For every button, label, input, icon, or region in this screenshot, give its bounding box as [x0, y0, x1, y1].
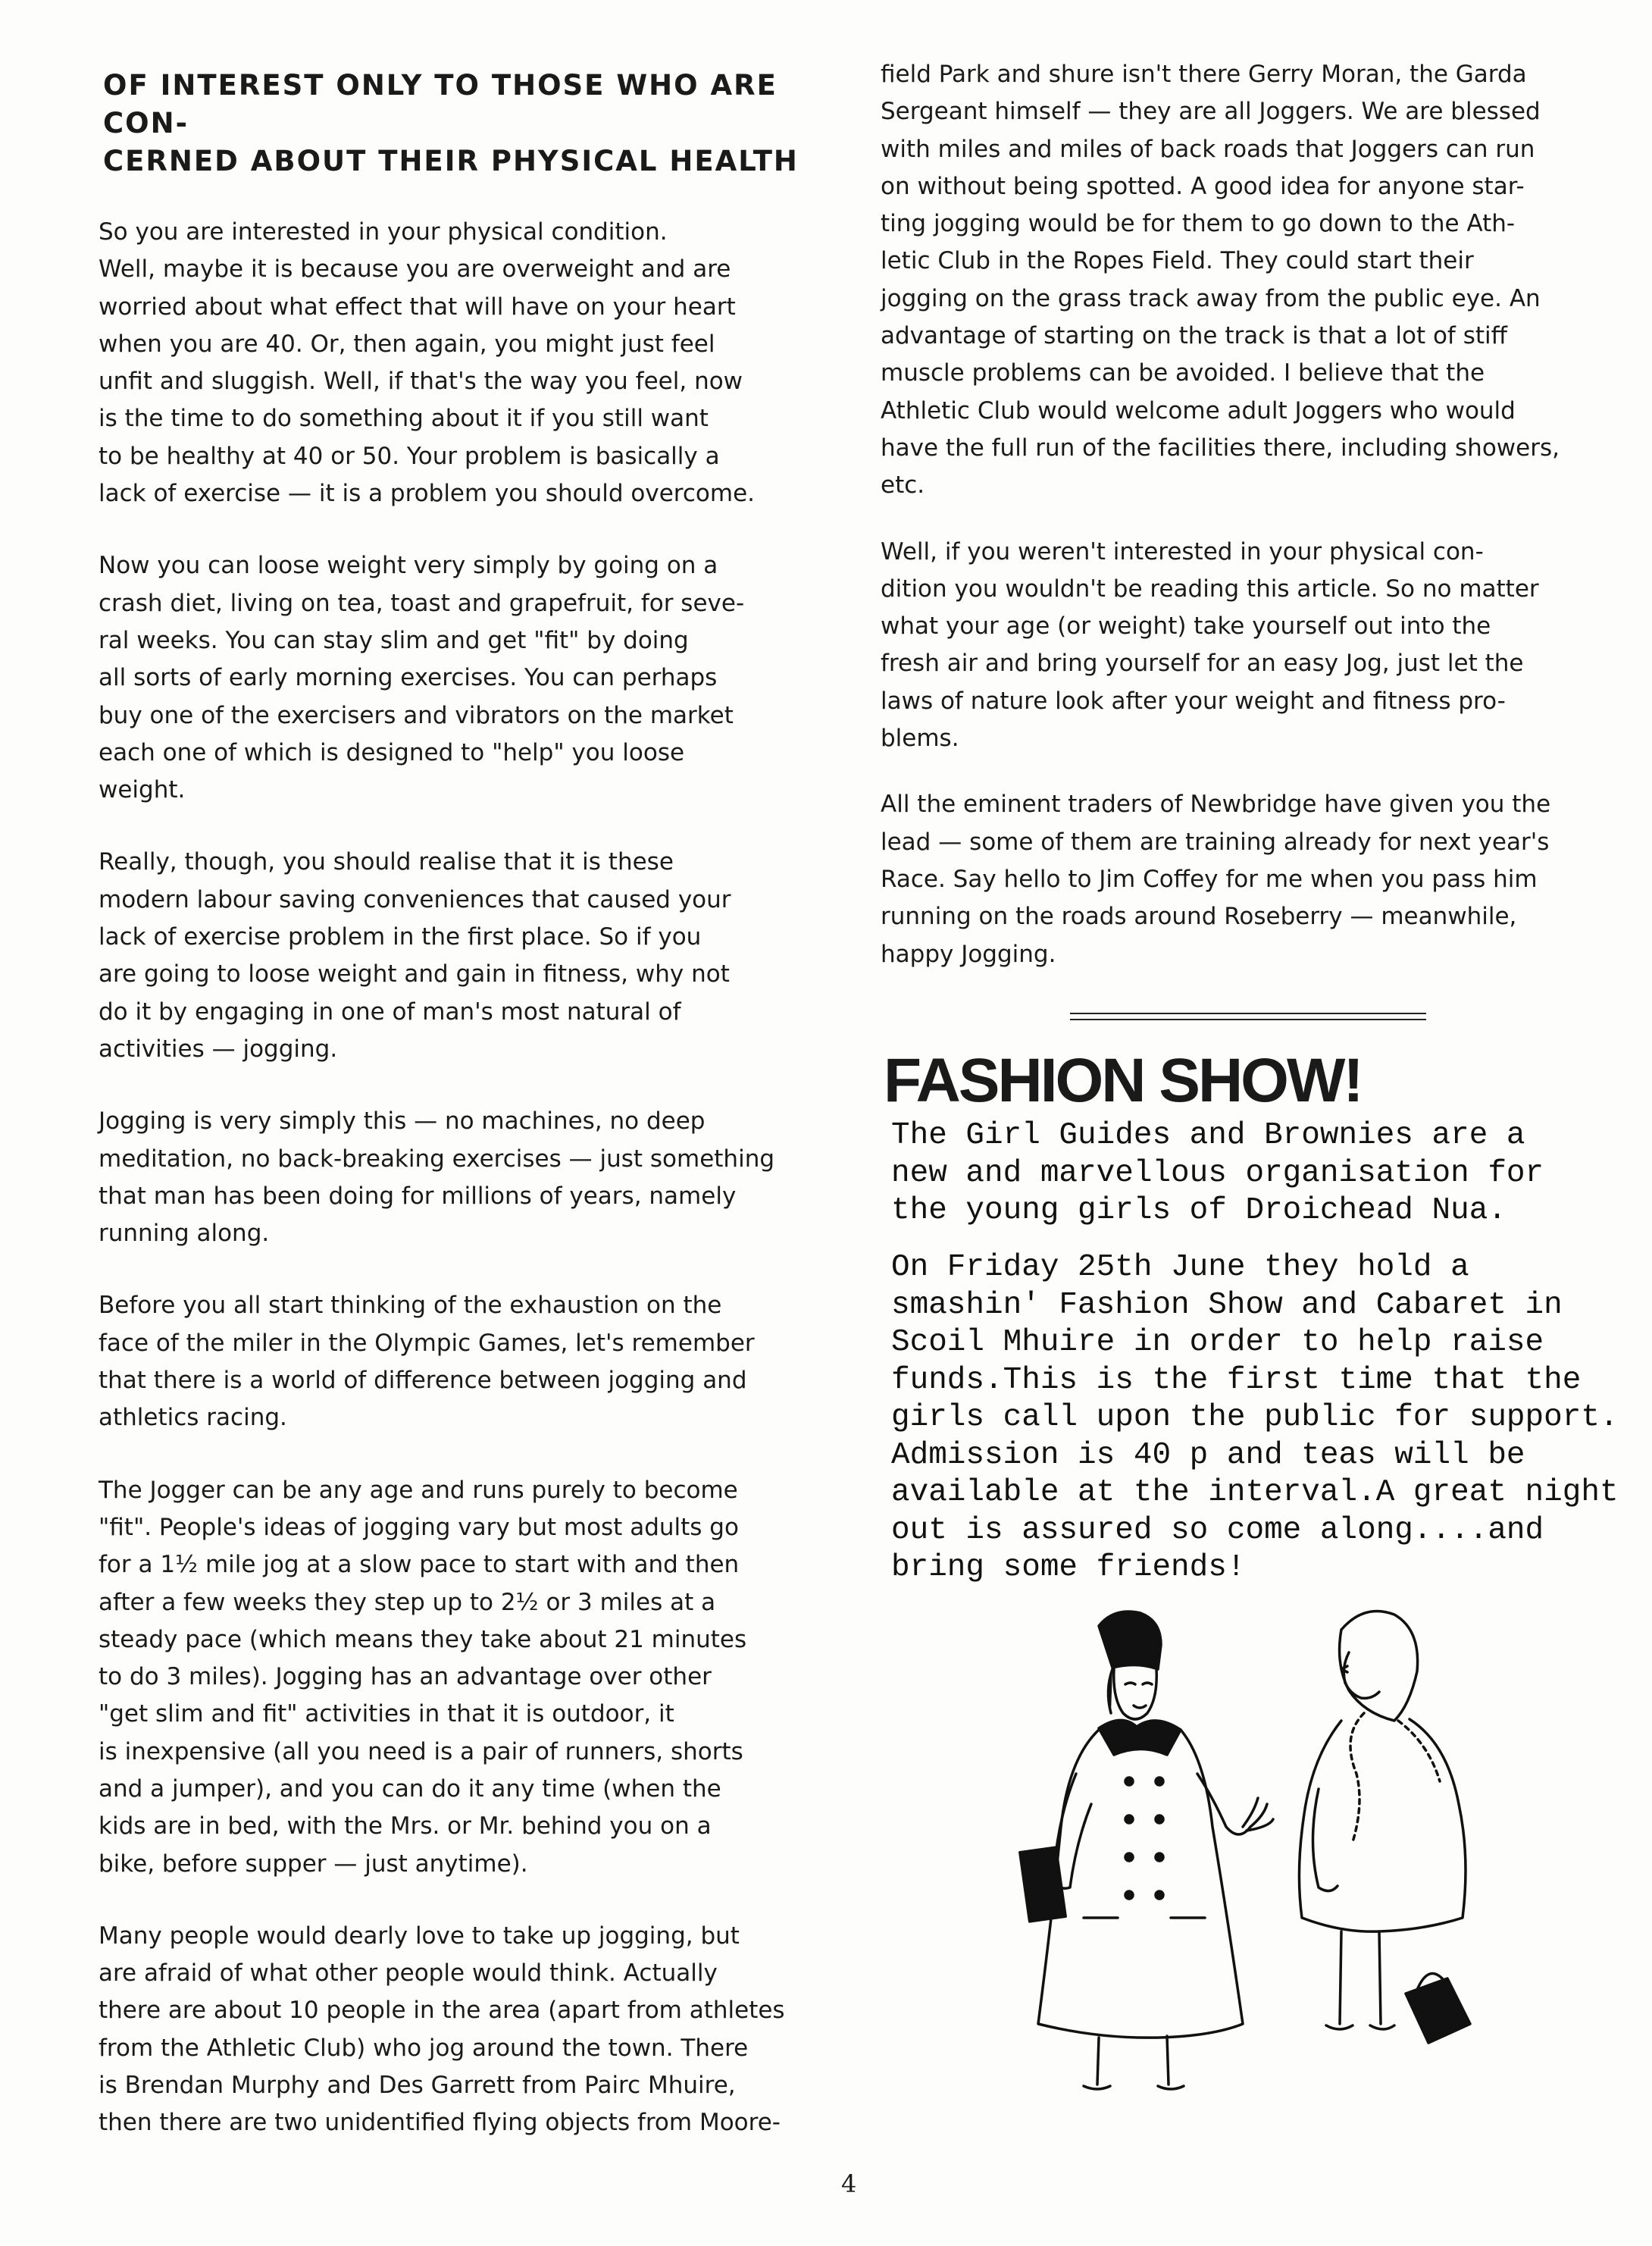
- article-headline: OF INTEREST ONLY TO THOSE WHO ARE CON- CERNED ABOUT THEIR PHYSICAL HEALTH: [103, 69, 799, 177]
- article-paragraph: Really, though, you should realise that it is these modern labour saving conveniences that caused your lack of exercise problem in the first place. So if you are going to loose weight and gain in fitness, why not do it by engaging in one of man's most natural of activities — jogging.: [99, 848, 731, 1063]
- fashion-show-title: FASHION SHOW!: [884, 1046, 1362, 1115]
- page-number: 4: [841, 2169, 857, 2198]
- article-paragraph: Many people would dearly love to take up jogging, but are afraid of what other people would think. Actually there are about 10 people in the area (apart from athletes from the Athletic Club) who jog around the town. There is Brendan Murphy and Des Garrett from Pairc Mhuire, then there are two unidentified flying objects from Moore-: [99, 1922, 785, 2137]
- article-paragraph: field Park and shure isn't there Gerry Moran, the Garda Sergeant himself — they are all Joggers. We are blessed with miles and miles of back roads that Joggers can run on without being spotted. A good idea for anyone star- ting jogging would be for them to go down to the Ath- letic Club in the Ropes Field. They could start their jogging on the grass track away from the public eye. An advantage of starting on the track is that a lot of stiff muscle problems can be avoided. I believe that the Athletic Club would welcome adult Joggers who would have the full run of the facilities there, including showers, etc.: [881, 61, 1560, 500]
- fashion-show-details: On Friday 25th June they hold a smashin' Fashion Show and Cabaret in Scoil Mhuire in order to help raise funds.This is the first time that the girls call upon the public for support. Admission is 40 p and teas will be available at the interval.A great night out is assured so come along....and bring some friends!: [891, 1250, 1619, 1585]
- article-paragraph: Well, if you weren't interested in your physical con- dition you wouldn't be reading this article. So no matter what your age (or weight) take yourself out into the fresh air and bring yourself for an easy Jog, just let the laws of nature look after your weight and fitness pro- blems.: [881, 537, 1539, 753]
- fashion-show-intro: The Girl Guides and Brownies are a new and marvellous organisation for the young girls of Droichead Nua.: [891, 1118, 1544, 1228]
- fashion-illustration: [985, 1599, 1516, 2115]
- article-paragraph: Now you can loose weight very simply by going on a crash diet, living on tea, toast and grapefruit, for seve- ral weeks. You can stay slim and get "fit" by doing all sorts of early morning exercises. You can perhaps buy one of the exercisers and vibrators on the market each one of which is designed to "help" you loose weight.: [99, 552, 745, 804]
- article-paragraph: The Jogger can be any age and runs purely to become "fit". People's ideas of jogging vary but most adults go for a 1½ mile jog at a slow pace to start with and then after a few weeks they step up to 2½ or 3 miles at a steady pace (which means they take about 21 minutes to do 3 miles). Jogging has an advantage over other "get slim and fit" activities in that it is outdoor, it is inexpensive (all you need is a pair of runners, shorts and a jumper), and you can do it any time (when the kids are in bed, with the Mrs. or Mr. behind you on a bike, before supper — just anytime).: [99, 1476, 747, 1878]
- right-column: [881, 56, 1608, 1002]
- left-column: [85, 67, 828, 2177]
- article-paragraph: Before you all start thinking of the exhaustion on the face of the miler in the Olympic Games, let's remember that there is a world of difference between jogging and athletics racing.: [99, 1292, 755, 1432]
- article-paragraph: All the eminent traders of Newbridge have given you the lead — some of them are training already for next year's Race. Say hello to Jim Coffey for me when you pass him running on the roads around Roseberry — meanwhile, happy Jogging.: [881, 791, 1551, 968]
- article-paragraph: So you are interested in your physical condition. Well, maybe it is because you are overweight and are worried about what effect that will have on your heart when you are 40. Or, then again, you might just feel unfit and sluggish. Well, if that's the way you feel, now is the time to do something about it if you still want to be healthy at 40 or 50. Your problem is basically a lack of exercise — it is a problem you should overcome.: [99, 218, 756, 508]
- section-divider: [1070, 1013, 1426, 1020]
- article-paragraph: Jogging is very simply this — no machines, no deep meditation, no back-breaking exercises — just something that man has been doing for millions of years, namely running along.: [99, 1107, 775, 1248]
